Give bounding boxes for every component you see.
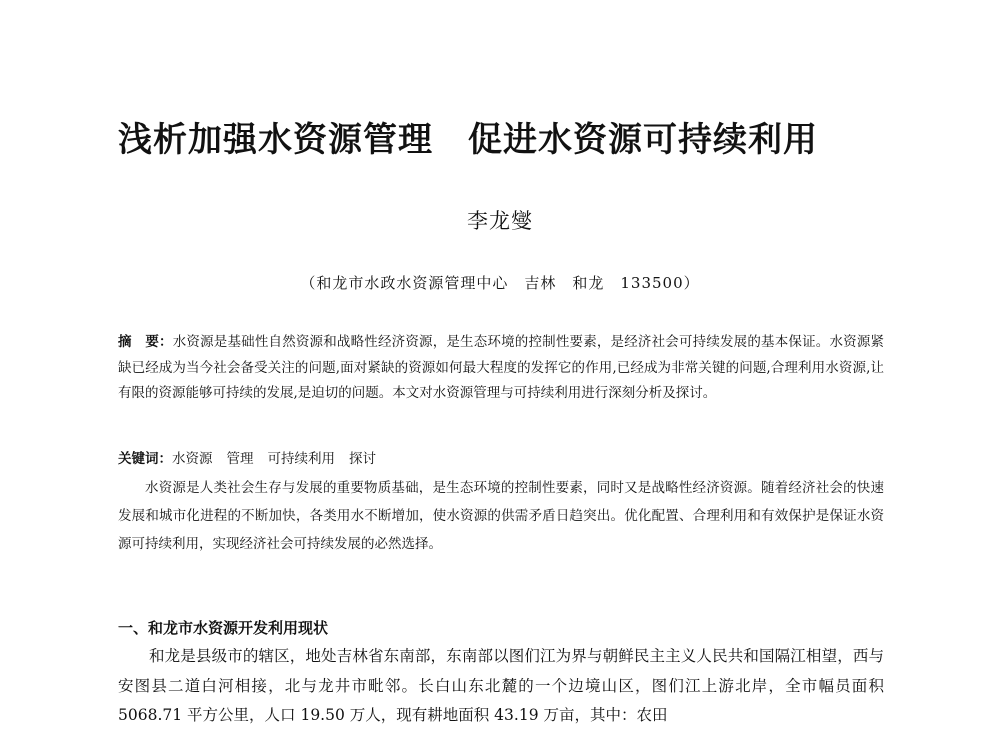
- intro-paragraph: 水资源是人类社会生存与发展的重要物质基础，是生态环境的控制性要素，同时又是战略性经济资源。随着经济社会的快速发展和城市化进程的不断加快，各类用水不断增加，使水资源的供需矛盾日趋突出。优化配置、合理利用和有效保护是保证水资源可持续利用，实现经济社会可持续发展的必然选择。: [118, 480, 884, 552]
- paper-title: 浅析加强水资源管理 促进水资源可持续利用: [118, 120, 818, 160]
- section-heading: 一、和龙市水资源开发利用现状: [118, 619, 329, 637]
- keywords-label: 关键词：: [118, 451, 172, 467]
- keyword-item: 管理: [226, 451, 254, 467]
- abstract-label: 摘 要：: [118, 334, 173, 350]
- keyword-item: 探讨: [349, 451, 376, 467]
- author-name: 李龙燮: [467, 209, 533, 233]
- abstract-text: 水资源是基础性自然资源和战略性经济资源，是生态环境的控制性要素，是经济社会可持续发展的基本保证。水资源紧缺已经成为当今社会备受关注的问题,面对紧缺的资源如何最大程度的发挥它的作用,已经成为非常关键的问题,合理利用水资源,让有限的资源能够可持续的发展,是迫切的问题。本文对水资源管理与可持续利用进行深刻分析及探讨。: [118, 334, 885, 401]
- keywords: [118, 447, 884, 472]
- keyword-item: 水资源: [172, 451, 213, 467]
- author-affiliation: （和龙市水政水资源管理中心 吉林 和龙 133500）: [300, 274, 700, 292]
- section-paragraph: 和龙是县级市的辖区，地处吉林省东南部，东南部以图们江为界与朝鲜民主主义人民共和国隔江相望，西与安图县二道白河相接，北与龙井市毗邻。长白山东北麓的一个边境山区，图们江上游北岸，全市幅员面积 5068.71 平方公里，人口 19.50 万人，现有耕地面积 43.19 万亩，其中：农田: [118, 647, 884, 724]
- keyword-item: 可持续利用: [267, 451, 335, 467]
- abstract: [118, 330, 884, 407]
